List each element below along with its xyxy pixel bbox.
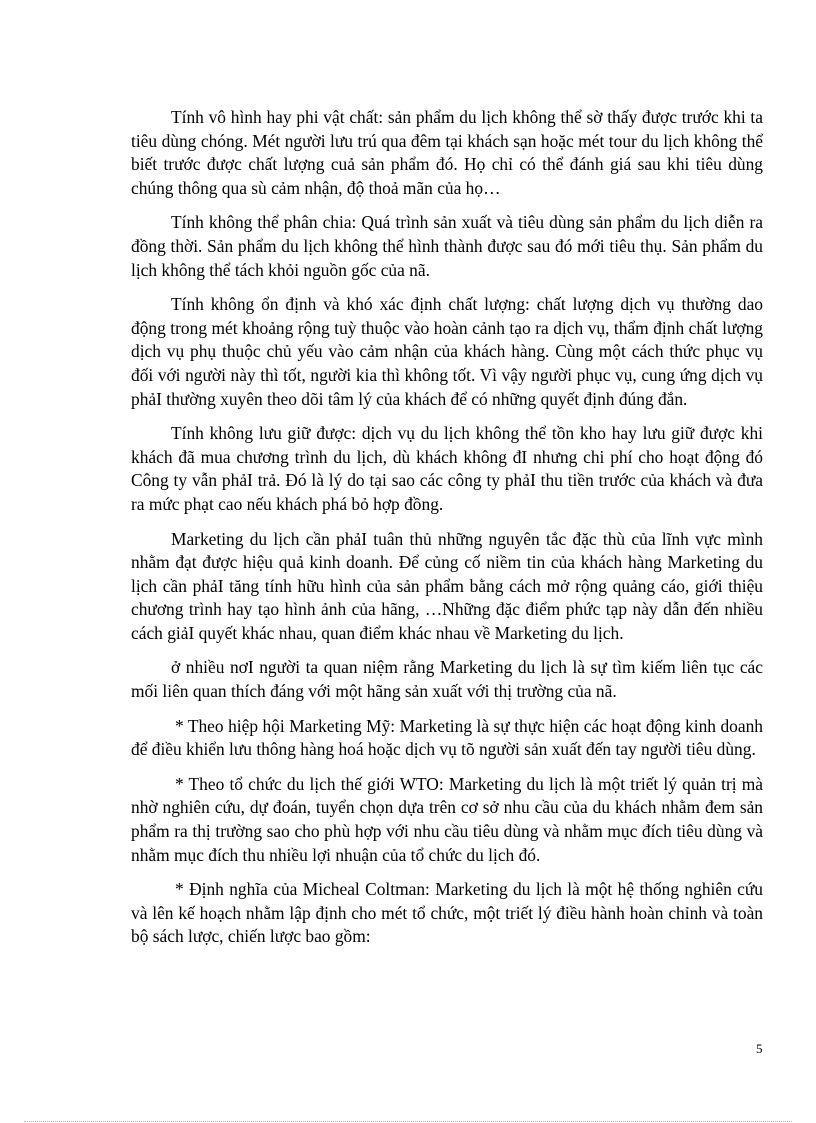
paragraph-definition-coltman: * Định nghĩa của Micheal Coltman: Marketing du lịch là một hệ thống nghiên cứu và lên kế hoạch nhằm lập định cho mét tổ chức, một triết lý điều hành hoàn chỉnh và toàn bộ sách lược, chiến lược bao gồm: — [131, 879, 763, 947]
page-body — [131, 106, 763, 960]
paragraph-inseparability: Tính không thể phân chia: Quá trình sản xuất và tiêu dùng sản phẩm du lịch diễn ra đồng thời. Sản phẩm du lịch không thể hình thành được sau đó mới tiêu thụ. Sản phẩm du lịch không thể tách khỏi nguồn gốc của nã. — [131, 212, 763, 280]
page-number: 5 — [756, 1041, 763, 1056]
paragraph-intangibility: Tính vô hình hay phi vật chất: sản phẩm du lịch không thể sờ thấy được trước khi ta tiêu dùng chóng. Mét người lưu trú qua đêm tại khách sạn hoặc mét tour du lịch không thể biết trước được chất lượng cuả sản phẩm đó. Họ chỉ có thể đánh giá sau khi tiêu dùng chúng thông qua sù cảm nhận, độ thoả mãn của họ… — [131, 107, 763, 198]
paragraph-marketing-principles: Marketing du lịch cần phảI tuân thủ những nguyên tắc đặc thù của lĩnh vực mình nhằm đạt được hiệu quả kinh doanh. Để củng cố niềm tin của khách hàng Marketing du lịch cần phảI tăng tính hữu hình của sản phẩm bằng cách mở rộng quảng cáo, giới thiệu chương trình hay tạo hình ảnh của hãng, …Những đặc điểm phức tạp này dẫn đến nhiều cách giảI quyết khác nhau, quan điểm khác nhau về Marketing du lịch. — [131, 528, 763, 643]
paragraph-marketing-concept: ở nhiều nơI người ta quan niệm rằng Marketing du lịch là sự tìm kiếm liên tục các mối liên quan thích đáng với một hãng sản xuất với thị trường của nã. — [131, 657, 763, 702]
paragraph-definition-wto: * Theo tổ chức du lịch thế giới WTO: Marketing du lịch là một triết lý quản trị mà nhờ nghiên cứu, dự đoán, tuyển chọn dựa trên cơ sở nhu cầu của du khách nhằm đem sản phẩm ra thị trường sao cho phù hợp với nhu cầu tiêu dùng và nhằm mục đích tiêu dùng và nhằm mục đích thu nhiều lợi nhuận của tổ chức du lịch đó. — [131, 773, 763, 865]
page-bottom-rule — [24, 1121, 792, 1122]
paragraph-definition-ama: * Theo hiệp hội Marketing Mỹ: Marketing là sự thực hiện các hoạt động kinh doanh để điều khiển lưu thông hàng hoá hoặc dịch vụ tõ người sản xuất đến tay người tiêu dùng. — [131, 715, 763, 760]
paragraph-variability: Tính không ổn định và khó xác định chất lượng: chất lượng dịch vụ thường dao động trong mét khoảng rộng tuỳ thuộc vào hoàn cảnh tạo ra dịch vụ, thẩm định chất lượng dịch vụ phụ thuộc chủ yếu vào cảm nhận của khách hàng. Cùng một cách thức phục vụ đối với người này thì tốt, người kia thì không tốt. Vì vậy người phục vụ, cung ứng dịch vụ phảI thường xuyên theo dõi tâm lý của khách để có những quyết định đúng đắn. — [131, 294, 763, 409]
paragraph-perishability: Tính không lưu giữ được: dịch vụ du lịch không thể tồn kho hay lưu giữ được khi khách đã mua chương trình du lịch, dù khách không đI nhưng chi phí cho hoạt động đó Công ty vẫn phảI trả. Đó là lý do tại sao các công ty phảI thu tiền trước của khách và đưa ra mức phạt cao nếu khách phá bỏ hợp đồng. — [131, 423, 763, 514]
